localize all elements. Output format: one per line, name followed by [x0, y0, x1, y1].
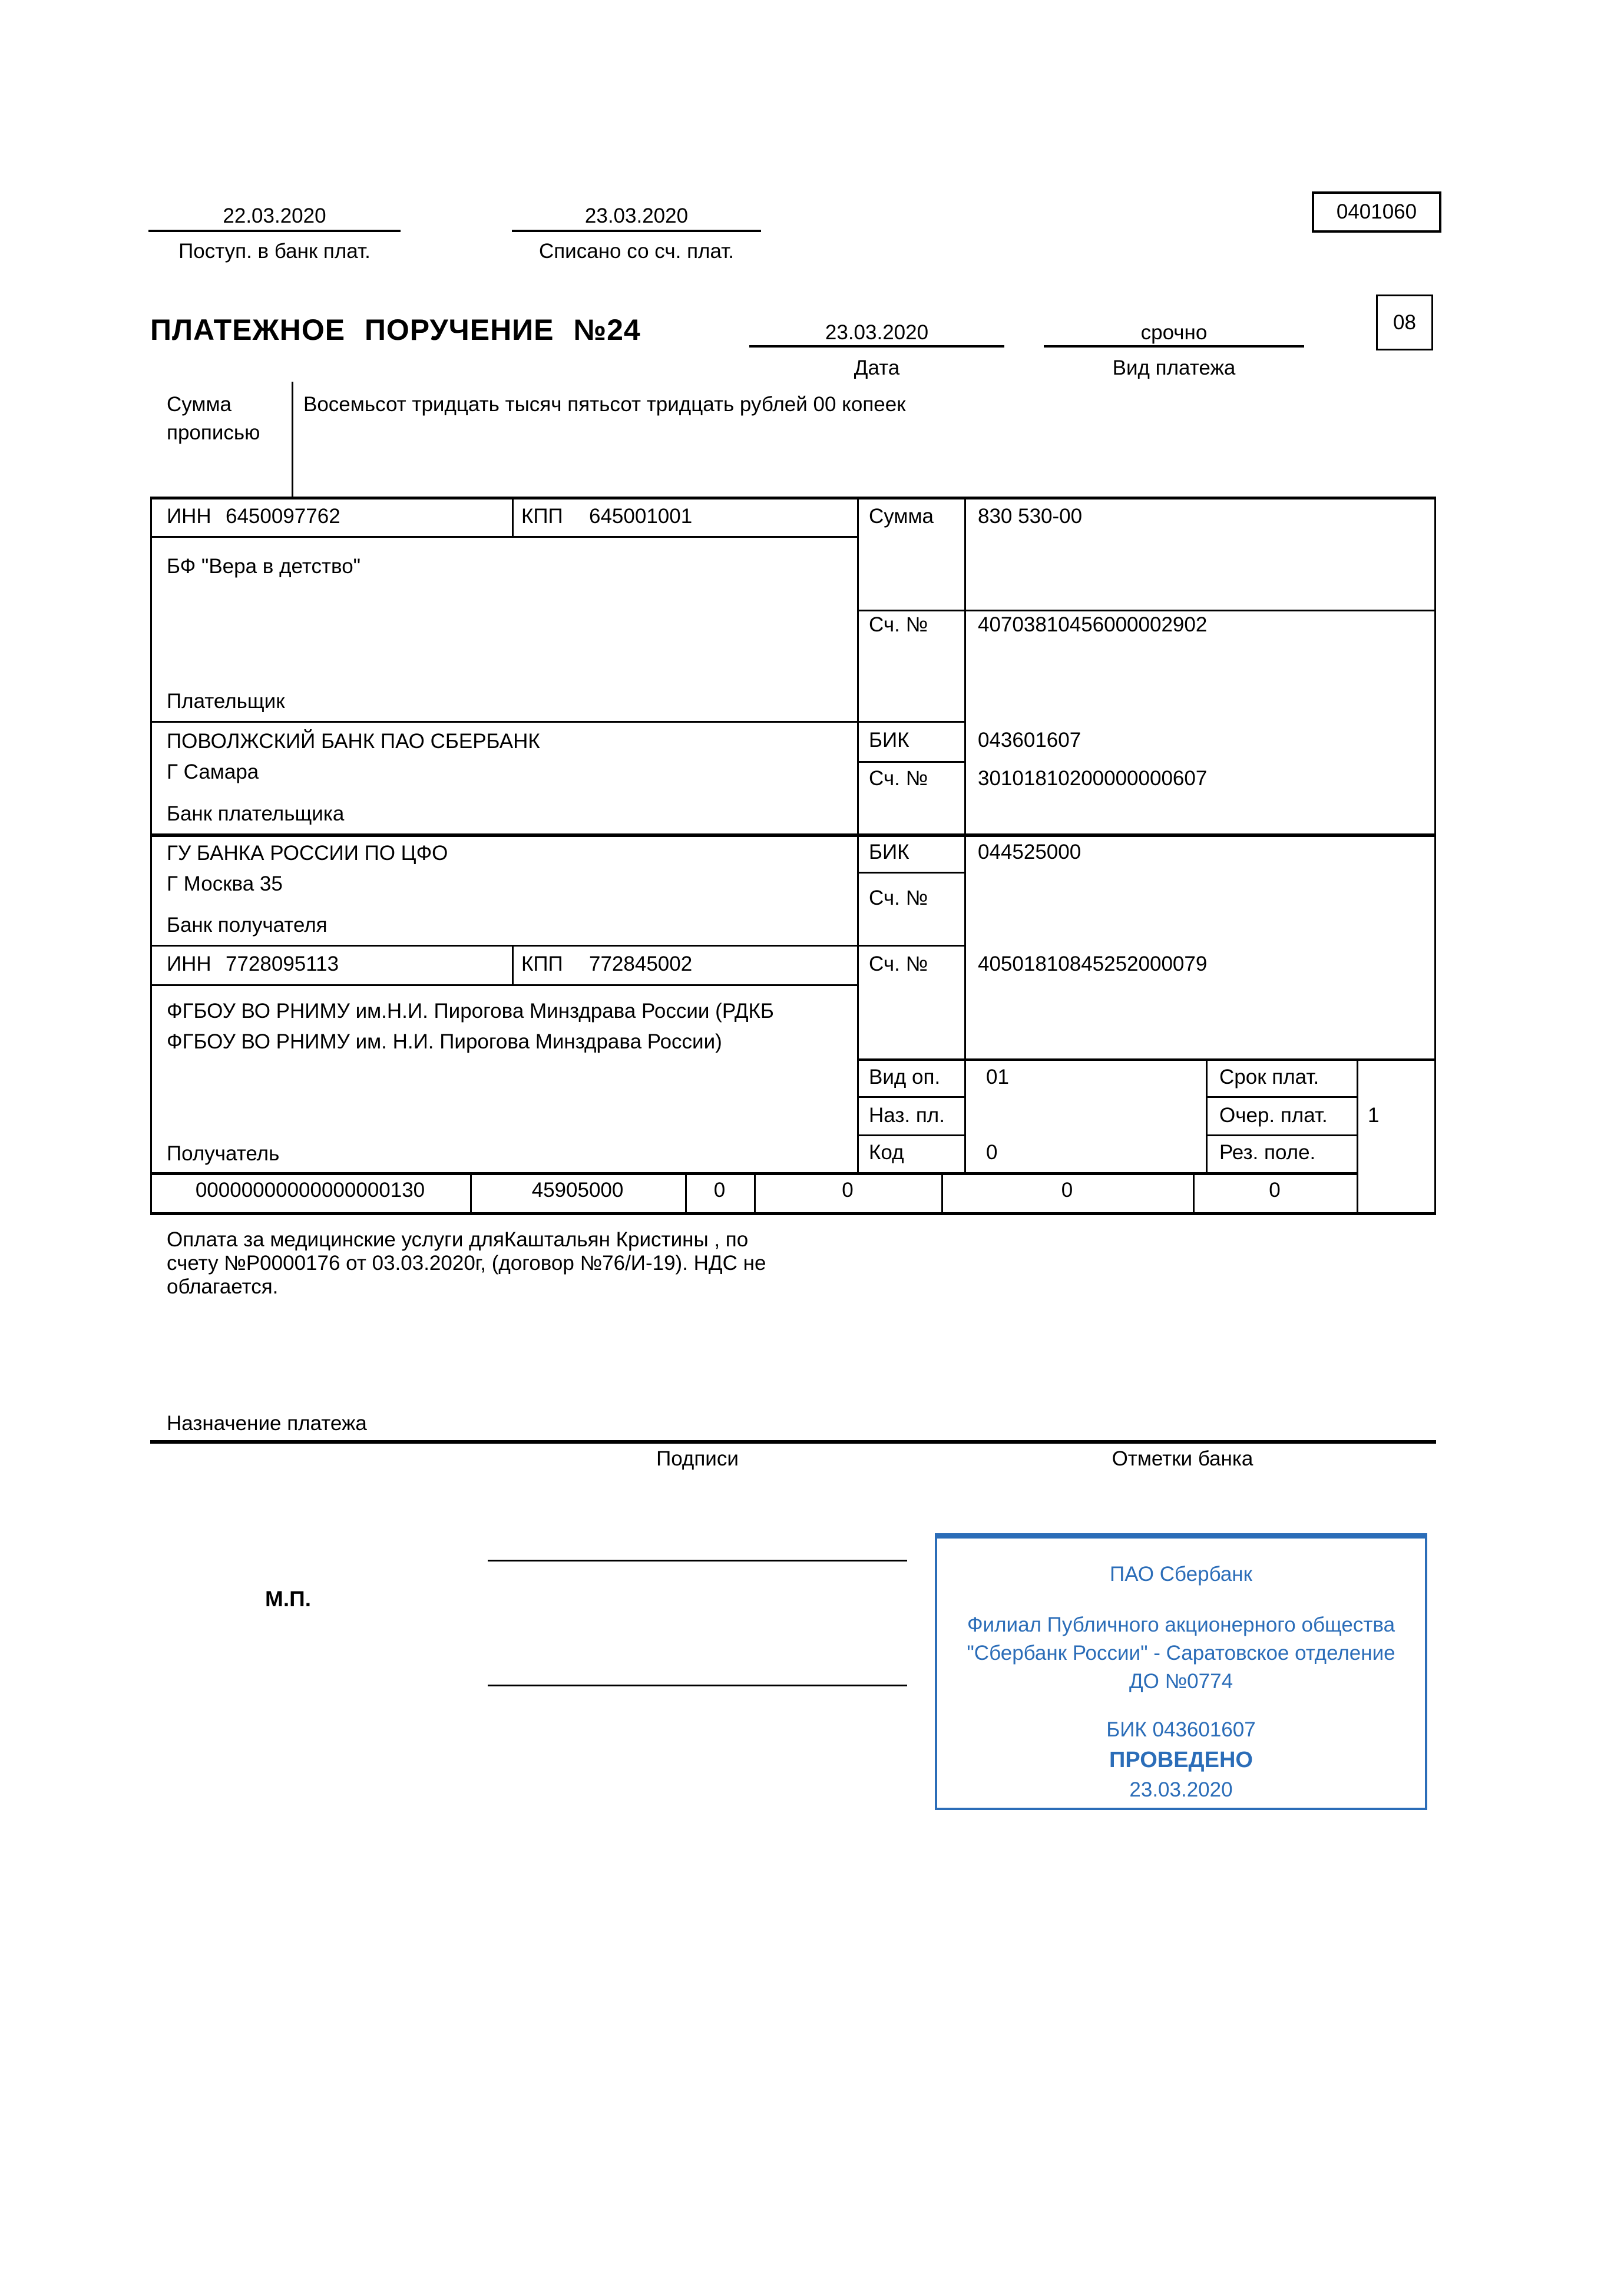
beneficiary-account-label: Сч. № [869, 952, 928, 975]
signatures-label: Подписи [656, 1447, 739, 1470]
payer-bank-section-label: Банк плательщика [167, 802, 345, 825]
amount-words-label-line1: Сумма [167, 393, 231, 416]
tax-field-kbk: 00000000000000000130 [195, 1179, 425, 1202]
line-amount-account-divider [857, 610, 1436, 611]
stamp-status: ПРОВЕДЕНО [1109, 1748, 1253, 1772]
op-kind-label: Вид оп. [869, 1066, 941, 1089]
purpose-text-line3: облагается. [167, 1275, 279, 1298]
signature-line-2 [488, 1685, 907, 1686]
status-code-box: 08 [1376, 295, 1433, 350]
payer-bank-bik-label: БИК [869, 729, 909, 752]
bank-marks-label: Отметки банка [1112, 1447, 1253, 1470]
line-benefbank-underline [150, 945, 964, 947]
line-ops-row1-left [857, 1096, 964, 1098]
payer-account-value: 40703810456000002902 [978, 613, 1208, 636]
debited-date: 23.03.2020 [584, 204, 689, 227]
line-payerbank-bik-acct-divider [857, 761, 964, 763]
stamp-branch-line2: "Сбербанк России" - Саратовское отделение [967, 1642, 1395, 1665]
beneficiary-account-value: 40501810845252000079 [978, 952, 1208, 975]
received-date-label: Поступ. в банк плат. [178, 240, 371, 263]
beneficiary-bank-name: ГУ БАНКА РОССИИ ПО ЦФО [167, 842, 448, 865]
due-date-label: Срок плат. [1219, 1066, 1319, 1089]
stamp-bank-name: ПАО Сбербанк [1110, 1563, 1252, 1586]
stamp-date: 23.03.2020 [1129, 1778, 1233, 1801]
line-benefbank-bik-acct-divider [857, 872, 964, 874]
line-purpose-underline [150, 1440, 1436, 1444]
tax-field-number: 0 [1061, 1179, 1073, 1202]
payer-account-label: Сч. № [869, 613, 928, 636]
tax-field-date: 0 [1269, 1179, 1281, 1202]
stamp-bik: БИК 043601607 [1106, 1718, 1256, 1741]
document-date-label: Дата [854, 356, 900, 379]
line-payer-inn-bottom [150, 536, 857, 538]
tax-field-oktmo: 45905000 [531, 1179, 624, 1202]
payer-name: БФ "Вера в детство" [167, 555, 361, 578]
line-benef-inn-kpp-divider [512, 945, 514, 984]
amount-words-divider [292, 382, 293, 497]
line-ops-top [857, 1058, 1436, 1061]
payer-inn-label: ИНН [167, 505, 211, 528]
priority-value: 1 [1368, 1104, 1380, 1127]
op-kind-value: 01 [986, 1066, 1009, 1089]
beneficiary-bank-bik-value: 044525000 [978, 841, 1081, 864]
tax-field-basis: 0 [713, 1179, 726, 1202]
amount-value: 830 530-00 [978, 505, 1083, 528]
payer-bank-name: ПОВОЛЖСКИЙ БАНК ПАО СБЕРБАНК [167, 730, 540, 753]
received-date: 22.03.2020 [223, 204, 326, 227]
beneficiary-section-label: Получатель [167, 1142, 280, 1165]
line-ops-value2-left [1357, 1058, 1358, 1212]
payer-section-label: Плательщик [167, 690, 285, 713]
purpose-section-label: Назначение платежа [167, 1412, 367, 1435]
stamp-place-label: М.П. [265, 1587, 311, 1611]
beneficiary-inn-label: ИНН [167, 952, 211, 975]
bank-stamp [935, 1533, 1427, 1810]
purpose-code-label: Наз. пл. [869, 1104, 945, 1127]
beneficiary-kpp-value: 772845002 [589, 952, 693, 975]
beneficiary-inn-value: 7728095113 [226, 952, 339, 975]
beneficiary-bank-bik-label: БИК [869, 841, 909, 864]
payer-bank-city: Г Самара [167, 760, 259, 783]
purpose-text-line2: счету №Р0000176 от 03.03.2020г, (договор №76/И-19). НДС не [167, 1252, 766, 1275]
beneficiary-kpp-label: КПП [521, 952, 563, 975]
tax-field-period: 0 [842, 1179, 854, 1202]
debited-date-label: Списано со сч. плат. [538, 240, 735, 263]
line-payer-inn-kpp-divider [512, 497, 514, 536]
stamp-branch-line3: ДО №0774 [1129, 1670, 1233, 1693]
purpose-text-line1: Оплата за медицинские услуги дляКаштальян Кристины , по [167, 1228, 749, 1251]
line-label-col-right [964, 497, 966, 1172]
document-title: ПЛАТЕЖНОЕ ПОРУЧЕНИЕ №24 [150, 313, 641, 346]
line-form-right-edge [1434, 497, 1436, 1215]
line-payer-underline [150, 721, 964, 723]
debited-date-underline [512, 230, 761, 232]
line-benef-inn-bottom [150, 984, 857, 986]
line-form-left-edge [150, 497, 152, 1215]
signature-line-1 [488, 1560, 907, 1561]
line-label-col-left [857, 497, 859, 1172]
line-ops-row2-right [1206, 1134, 1357, 1136]
line-ops-row2-left [857, 1134, 964, 1136]
beneficiary-bank-city: Г Москва 35 [167, 872, 283, 895]
form-code-box: 0401060 [1312, 191, 1441, 233]
payment-kind-value: срочно [1140, 321, 1208, 344]
payment-kind-label: Вид платежа [1112, 356, 1236, 379]
stamp-branch-line1: Филиал Публичного акционерного общества [967, 1613, 1395, 1636]
line-recipient-underline [150, 1172, 1357, 1175]
line-ops-label2-left [1206, 1058, 1208, 1172]
beneficiary-name-line1: ФГБОУ ВО РНИМУ им.Н.И. Пирогова Минздрава России (РДКБ [167, 1000, 774, 1023]
beneficiary-bank-section-label: Банк получателя [167, 914, 328, 937]
reserve-field-label: Рез. поле. [1219, 1141, 1316, 1164]
document-date-underline [749, 345, 1004, 348]
code-value: 0 [986, 1141, 998, 1164]
payer-inn-value: 6450097762 [226, 505, 340, 528]
line-grid-top [150, 497, 1436, 499]
payer-kpp-value: 645001001 [589, 505, 693, 528]
payer-bank-account-value: 30101810200000000607 [978, 767, 1208, 790]
amount-words-value: Восемьсот тридцать тысяч пятьсот тридцать рублей 00 копеек [303, 393, 906, 416]
document-date: 23.03.2020 [825, 321, 929, 344]
amount-label: Сумма [869, 505, 934, 528]
code-label: Код [869, 1141, 904, 1164]
received-date-underline [148, 230, 401, 232]
line-amounts-bottom [150, 1212, 1436, 1215]
amount-words-label-line2: прописью [167, 421, 260, 444]
payer-bank-account-label: Сч. № [869, 767, 928, 790]
line-ops-row1-right [1206, 1096, 1357, 1098]
line-banks-divider [150, 833, 1436, 837]
beneficiary-name-line2: ФГБОУ ВО РНИМУ им. Н.И. Пирогова Минздрава России) [167, 1030, 722, 1053]
beneficiary-bank-account-label: Сч. № [869, 886, 928, 909]
payer-kpp-label: КПП [521, 505, 563, 528]
payer-bank-bik-value: 043601607 [978, 729, 1081, 752]
payment-kind-underline [1044, 345, 1304, 348]
priority-label: Очер. плат. [1219, 1104, 1328, 1127]
